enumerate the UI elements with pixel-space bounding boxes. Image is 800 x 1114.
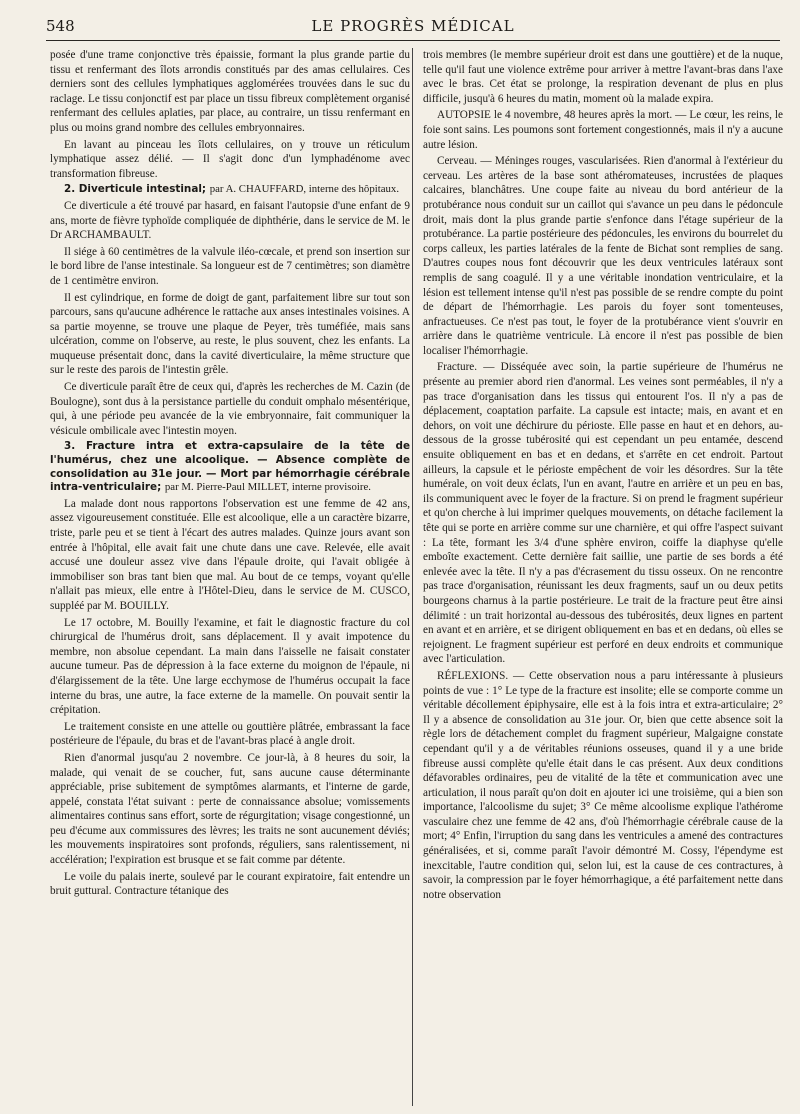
section-byline: par A. CHAUFFARD, interne des hôpitaux. xyxy=(209,183,400,196)
page-number: 548 xyxy=(46,17,75,35)
right-column xyxy=(423,48,783,1106)
paragraph: Le 17 octobre, M. Bouilly l'examine, et fait le diagnostic fracture du col chirurgical de l'humérus droit, sans déplacement. Il y avait impotence du membre, non absolue cependant. La main dans l'aisselle ne faisait constater aucune tumeur. Pas de dépression à la face externe du moignon de l'épaule, ni d'élargissement de la tête. Une large ecchymose de l'humérus occupait la face interne du bras, une autre, la face externe de la mamelle. On pouvait sentir la crépitation. xyxy=(50,616,410,717)
section-heading xyxy=(50,440,410,494)
left-column xyxy=(50,48,410,1106)
paragraph: RÉFLEXIONS. — Cette observation nous a paru intéressante à plusieurs points de vue : 1° Le type de la fracture est insolite; elle se comporte comme un véritable décollement épiphysaire, elle est à la fois intra et extra-articulaire; 2° Il y a absence de consolidation au 31e jour. Or, bien que cette absence soit la règle lors de détachement complet du fragment supérieur, Malgaigne constate cependant qu'il y a de véritables réunions osseuses, quand il y a une bride fibreuse aussi complète qu'elle était dans le cas présent. Aux deux conditions défavorables ordinaires, peu de vitalité de la tête et communication avec une articulation, il nous paraît qu'on doit en ajouter ici une troisième, qui a bien son importance, l'alcoolisme du sujet; 3° Ce même alcoolisme explique l'athérome vasculaire chez une femme de 42 ans, d'où l'hémorrhagie cérébrale cause de la mort; 4° Enfin, l'irruption du sang dans les ventricules a amené des contractures généralisées, et si, comme paraît l'avoir démontré M. Cossy, l'épendyme est inexcitable, l'autre condition qui, selon lui, est la cause de ces contractures, à savoir, la compression par le foyer hémorrhagique, a été parfaitement nette dans notre observation xyxy=(423,669,783,901)
paragraph: Fracture. — Disséquée avec soin, la partie supérieure de l'humérus ne présente au premier abord rien d'anormal. Les veines sont perméables, il n'y a pas trace d'organisation dans les tissus qui entourent l'os. Il n'y a pas de déplacement, coaptation parfaite. La capsule est intacte; mais, en avant et en dehors, on voit une déchirure du périoste. Elle passe en haut et en dehors, au-dessous de la grosse tubérosité qui est cependant un peu entamée, descend ensuite obliquement en bas et en dedans, et s'arrête en cet endroit. Partout ailleurs, la capsule et le périoste empêchent de voir les désordres. Sur la tête humérale, on voit deux éclats, l'un en avant, l'autre en arrière et un peu en bas, ils communiquent avec le foyer de la fracture. Si on prend le fragment supérieur et qu'on cherche à lui imprimer quelques mouvements, on détache facilement la tête qui se porte en arrière comme sur une charnière, et qui offre l'aspect suivant : La tête, formant les 3/4 d'une sphère environ, coiffe la diaphyse qu'elle emboîte exactement. Cette dernière fait saillie, une partie de ses bords a été enlevée avec la tête. Il n'y a pas d'écrasement du tissu osseux. On ne rencontre pas trace d'organisation, réunissant les deux fragments, sauf un ou deux petits bourgeons charnus à la partie postérieure. Le trait de la fracture peut être ainsi délimité : un trait horizontal au-dessous des tubérosités, deux lignes en partent en avant et en arrière, et se dirigent obliquement en bas et en dedans, où elles se rejoignent. Le fragment supérieur est perforé en deux endroits et communique avec l'articulation. xyxy=(423,361,783,666)
paragraph: Le voile du palais inerte, soulevé par le courant expiratoire, fait entendre un bruit guttural. Contracture tétanique des xyxy=(50,870,410,898)
section-title: 2. Diverticule intestinal; xyxy=(64,183,207,196)
paragraph: trois membres (le membre supérieur droit est dans une gouttière) et de la nuque, telle qu'il faut une violence extrême pour arriver à mettre l'avant-bras dans l'axe avec le bras. Cet état se prolonge, la respiration devenant de plus en plus difficile, jusqu'à 6 heures du matin, moment où la malade expira. xyxy=(423,49,783,105)
paragraph: Le traitement consiste en une attelle ou gouttière plâtrée, embrassant la face postérieure de l'épaule, du bras et de l'avant-bras placé à angle droit. xyxy=(50,720,410,748)
column-divider xyxy=(412,48,413,1106)
paragraph: La malade dont nous rapportons l'observation est une femme de 42 ans, assez vigoureusement constituée. Elle est alcoolique, elle a un caractère bizarre, triste, parle peu et se tient à l'écart des autres malades. Quinze jours avant son entrée à l'hôpital, elle avait fait une chute dans une cave. Relevée, elle avait accusé une douleur assez vive dans l'épaule droite, qui l'avait obligée à immobiliser son bras tant bien que mal. Au bout de ce temps, voyant qu'elle n'allait pas mieux, elle entre à l'Hôtel-Dieu, dans le service de M. CUSCO, suppléé par M. BOUILLY. xyxy=(50,497,410,612)
paragraph: Rien d'anormal jusqu'au 2 novembre. Ce jour-là, à 8 heures du soir, la malade, qui venait de se coucher, fut, sans aucune cause déterminante appréciable, prise subitement de symptômes alarmants, et l'interne de garde, appelé, constata l'état suivant : perte de connaissance absolue; vomissements alimentaires continus sans effort, sorte de régurgitation; visage congestionné, un peu d'écume aux commissures des lèvres; les traits ne sont aucunement déviés; les mouvements inspiratoires sont profonds, réguliers, sans ralentissement, ni accélération; l'expiration est brusque et se fait comme par détente. xyxy=(50,751,410,867)
paragraph: Il siége à 60 centimètres de la valvule iléo-cœcale, et prend son insertion sur le bord libre de l'anse intestinale. Sa longueur est de 7 centimètres; son diamètre de 1 centimètre environ. xyxy=(50,245,410,287)
paragraph: Ce diverticule paraît être de ceux qui, d'après les recherches de M. Cazin (de Boulogne), sont dus à la persistance partielle du conduit omphalo mésentérique, qui, à une période peu avancée de la vie embryonnaire, fait communiquer la vésicule ombilicale avec l'intestin moyen. xyxy=(50,381,410,437)
journal-title: LE PROGRÈS MÉDICAL xyxy=(311,17,515,35)
paragraph: AUTOPSIE le 4 novembre, 48 heures après la mort. — Le cœur, les reins, le foie sont sains. Les poumons sont fortement congestionnés, mais il n'y a aucune autre lésion. xyxy=(423,109,783,151)
paragraph: Cerveau. — Méninges rouges, vascularisées. Rien d'anormal à l'extérieur du cerveau. Les artères de la base sont athéromateuses, incrustées de plaques calcaires, blanchâtres. Une coupe faite au niveau du bord antérieur de la protubérance nous conduit sur un caillot qui s'avance un peu dans le pédoncule droit, mais dont la plus grande partie s'enfonce dans l'étage supérieur de la protubérance. La partie postérieure des pédoncules, les environs du bourrelet du corps calleux, les parties latérales de la fente de Bichat sont remplies de sang. D'autres coupes nous font découvrir que les deux ventricules latéraux sont remplis de sang coagulé. Il y a une véritable inondation ventriculaire, et la lésion est tellement intense qu'il n'est pas possible de se rendre compte du point de départ de l'hémorrhagie. Les parois du foyer sont tomenteuses, anfractueuses. Ce n'est pas tout, le foyer de la protubérance vient s'ouvrir en arrière dans le quatrième ventricule. Là encore il n'est pas possible de bien localiser l'hémorrhagie. xyxy=(423,155,783,357)
paragraph: En lavant au pinceau les îlots cellulaires, on y trouve un réticulum lymphatique assez délié. — Il s'agit donc d'un lymphadénome avec transformation fibreuse. xyxy=(50,138,410,180)
paragraph: posée d'une trame conjonctive très épaissie, formant la plus grande partie du tissu et renfermant des îlots arrondis constitués par des amas cellulaires. Ces derniers sont des cellules lymphatiques agglomérées trouvées dans le suc du raclage. Le tissu conjonctif est par place un tissu fibreux complètement organisé renfermant des cellules aplaties, par place, au contraire, un tissu renfermant en plus ou moins grand nombre des cellules embryonnaires. xyxy=(50,49,410,134)
section-title: 3. Fracture intra et extra-capsulaire de la tête de l'humérus, chez une alcoolique. — Absence complète de consolidation au 31e jour. — Mort par hémorrhagie cérébrale intra-ventriculaire; xyxy=(50,440,410,494)
paragraph: Ce diverticule a été trouvé par hasard, en faisant l'autopsie d'une enfant de 9 ans, morte de fièvre typhoïde compliquée de diphthérie, dans le service de M. le Dr ARCHAMBAULT. xyxy=(50,199,410,242)
section-heading xyxy=(50,183,410,197)
section-byline: par M. Pierre-Paul MILLET, interne provisoire. xyxy=(164,481,371,494)
page-header xyxy=(46,14,780,41)
paragraph: Il est cylindrique, en forme de doigt de gant, parfaitement libre sur tout son parcours, sans qu'aucune adhérence le rattache aux anses intestinales voisines. A sa partie moyenne, se trouve une plaque de Peyer, très tuméfiée, mais sans ulcération, comme on l'observe, au reste, le plus souvent, chez les enfants. La muqueuse présentait donc, dans la cavité diverticulaire, la même structure que sur le reste des parois de l'intestin grêle. xyxy=(50,291,410,377)
